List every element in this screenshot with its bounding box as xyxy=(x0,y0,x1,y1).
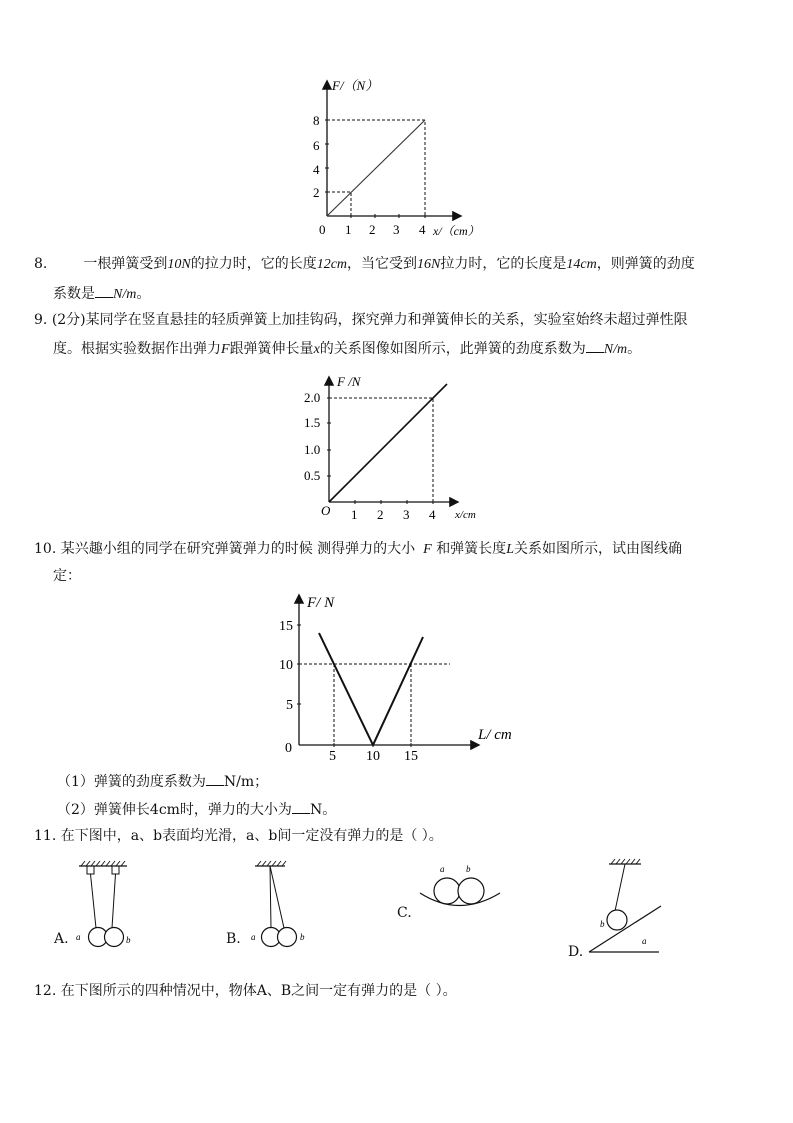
graph-3-xlabel: L/ cm xyxy=(478,727,512,743)
q12-stem: 12. 在下图所示的四种情况中，物体A、B之间一定有弹力的是（ ）。 xyxy=(34,983,457,999)
graph-3-ytick: 5 xyxy=(286,698,293,713)
q8-number: 8. xyxy=(34,256,48,272)
ball-a-label: a xyxy=(440,864,445,874)
graph-1-xtick: 1 xyxy=(345,222,352,237)
graph-3-line xyxy=(319,633,423,745)
graph-1 xyxy=(300,70,480,240)
graph-2-ytick: 1.5 xyxy=(304,415,321,430)
graph-2-xtick: 3 xyxy=(403,507,410,522)
graph-2-xtick: 2 xyxy=(377,507,384,522)
q10-sub-1: （1）弹簧的劲度系数为 N/m； xyxy=(57,771,268,792)
option-a[interactable]: A. xyxy=(54,931,69,947)
q9-line-1: 9. (2分)某同学在竖直悬挂的轻质弹簧上加挂钩码，探究弹力和弹簧伸长的关系，实验室始终未超过弹性限 xyxy=(34,312,688,328)
graph-3-ylabel: F/ N xyxy=(307,595,335,611)
q9-number: 9. xyxy=(34,312,48,328)
q12-number: 12. xyxy=(34,983,57,999)
graph-1-origin: 0 xyxy=(319,222,326,237)
q11-number: 11. xyxy=(34,828,57,844)
graph-2-ytick: 1.0 xyxy=(304,442,321,457)
graph-1-xtick: 3 xyxy=(393,222,400,237)
graph-3-ytick: 15 xyxy=(279,619,293,634)
graph-2-ytick: 2.0 xyxy=(304,390,321,405)
graph-3-xtick: 5 xyxy=(329,749,336,764)
graph-3 xyxy=(270,590,530,765)
q8-line-2: 系数是 N/m。 xyxy=(53,283,150,305)
graph-1-xtick: 4 xyxy=(419,222,426,237)
q10-line-1: 10. 某兴趣小组的同学在研究弹簧弹力的时候 测得弹力的大小 F 和弹簧长度L关系如图所示，试由图线确 xyxy=(34,541,682,557)
option-b[interactable]: B. xyxy=(226,931,241,947)
graph-1-ytick: 6 xyxy=(313,138,320,153)
graph-1-xtick: 2 xyxy=(369,222,376,237)
q9-line-2: 度。根据实验数据作出弹力F跟弹簧伸长量x的关系图像如图所示，此弹簧的劲度系数为 N/m。 xyxy=(53,338,641,360)
graph-2-line xyxy=(329,384,447,502)
option-a-figure xyxy=(72,860,142,952)
ball-b-label: b xyxy=(300,932,305,942)
graph-2-xtick: 1 xyxy=(351,507,358,522)
option-c[interactable]: C. xyxy=(397,905,412,921)
graph-2-ylabel: F /N xyxy=(337,374,361,389)
graph-1-line xyxy=(327,120,425,216)
graph-1-ytick: 4 xyxy=(313,162,320,177)
q11-stem: 11. 在下图中，a、b表面均光滑，a、b间一定没有弹力的是（ ）。 xyxy=(34,828,443,844)
option-b-figure xyxy=(245,860,315,952)
option-d-figure xyxy=(585,858,665,956)
ball-a-label: a xyxy=(251,932,256,942)
q10-sub-2: （2）弹簧伸长4cm时，弹力的大小为 N。 xyxy=(57,799,336,820)
graph-1-xlabel: x/（cm） xyxy=(433,224,480,238)
q10-line-2: 定： xyxy=(53,568,81,584)
graph-1-ytick: 8 xyxy=(313,113,320,128)
q8-line-1: 8. 一根弹簧受到10N的拉力时，它的长度12cm，当它受到16N拉力时，它的长度是14cm，则弹簧的劲度 xyxy=(34,256,695,272)
graph-1-ylabel: F/（N） xyxy=(332,78,379,93)
answer-blank[interactable] xyxy=(206,771,224,786)
option-c-figure xyxy=(418,860,510,915)
graph-1-ytick: 2 xyxy=(313,185,320,200)
q10-number: 10. xyxy=(34,541,57,557)
graph-3-xtick: 10 xyxy=(366,749,380,764)
graph-3-ytick: 10 xyxy=(279,658,293,673)
graph-2 xyxy=(295,372,490,524)
graph-2-xlabel: x/cm xyxy=(455,509,476,521)
graph-3-xtick: 15 xyxy=(404,749,418,764)
graph-3-origin: 0 xyxy=(285,741,292,756)
option-d[interactable]: D. xyxy=(568,944,584,960)
wedge-a-label: a xyxy=(642,936,647,946)
ball-b-label: b xyxy=(126,935,131,945)
answer-blank[interactable] xyxy=(586,338,604,353)
graph-2-ytick: 0.5 xyxy=(304,468,321,483)
graph-2-xtick: 4 xyxy=(429,507,436,522)
ball-b-label: b xyxy=(466,864,471,874)
graph-2-origin: O xyxy=(321,503,331,518)
ball-b-label: b xyxy=(600,919,605,929)
answer-blank[interactable] xyxy=(292,799,310,814)
ball-a-label: a xyxy=(76,932,81,942)
answer-blank[interactable] xyxy=(95,283,113,298)
